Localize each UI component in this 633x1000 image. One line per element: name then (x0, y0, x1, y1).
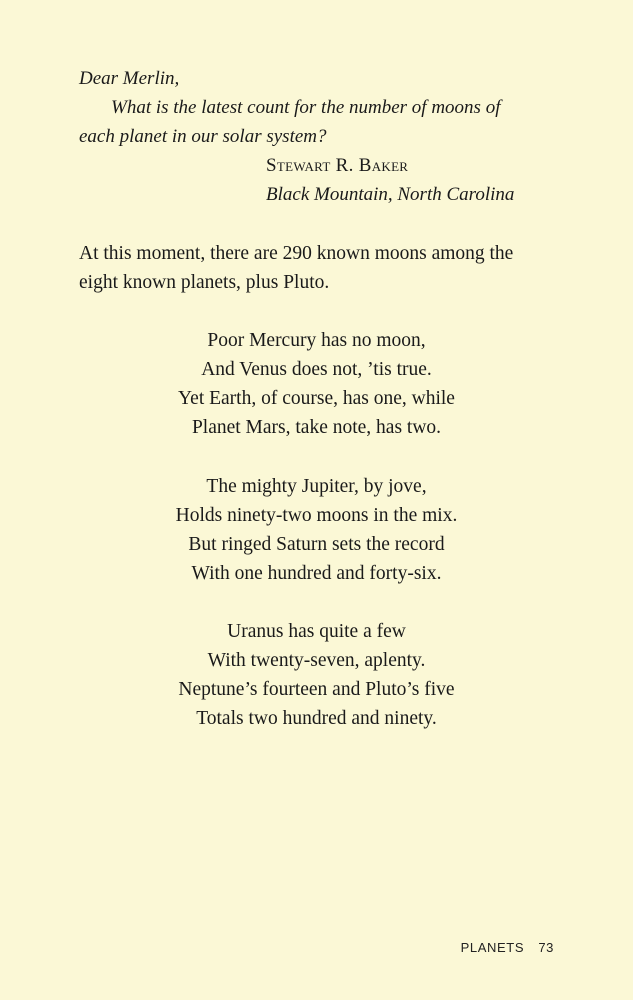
letter-question: What is the latest count for the number of moons of each planet in our solar system? (79, 97, 501, 147)
poem-line: Yet Earth, of course, has one, while (178, 388, 455, 409)
answer-paragraph: At this moment, there are 290 known moons among the eight known planets, plus Pluto. (79, 243, 514, 293)
letter-greeting: Dear Merlin, (79, 68, 180, 89)
poem-line: Planet Mars, take note, has two. (191, 417, 442, 438)
poem-line: Holds ninety-two moons in the mix. (175, 505, 458, 526)
poem-stanza-1 (0, 326, 633, 442)
page-number: 73 (538, 940, 554, 955)
poem-stanza-3 (0, 617, 633, 733)
reader-letter (79, 64, 539, 209)
running-footer-section: PLANETS (460, 940, 525, 955)
letter-signature (79, 151, 539, 209)
poem-stanza-2 (0, 472, 633, 588)
sender-name: Stewart R. Baker (266, 155, 409, 176)
poem-line: Neptune’s fourteen and Pluto’s five (178, 679, 455, 700)
sender-location: Black Mountain, North Carolina (266, 184, 515, 205)
page-footer (461, 940, 554, 955)
poem-line: Totals two hundred and ninety. (196, 708, 437, 729)
poem-line: But ringed Saturn sets the record (188, 534, 445, 555)
poem-line: With one hundred and forty-six. (191, 563, 442, 584)
poem-line: Poor Mercury has no moon, (207, 330, 426, 351)
poem-line: The mighty Jupiter, by jove, (206, 476, 427, 497)
poem-line: With twenty-seven, aplenty. (207, 650, 426, 671)
poem-line: And Venus does not, ’tis true. (201, 359, 432, 380)
poem-line: Uranus has quite a few (227, 621, 406, 642)
